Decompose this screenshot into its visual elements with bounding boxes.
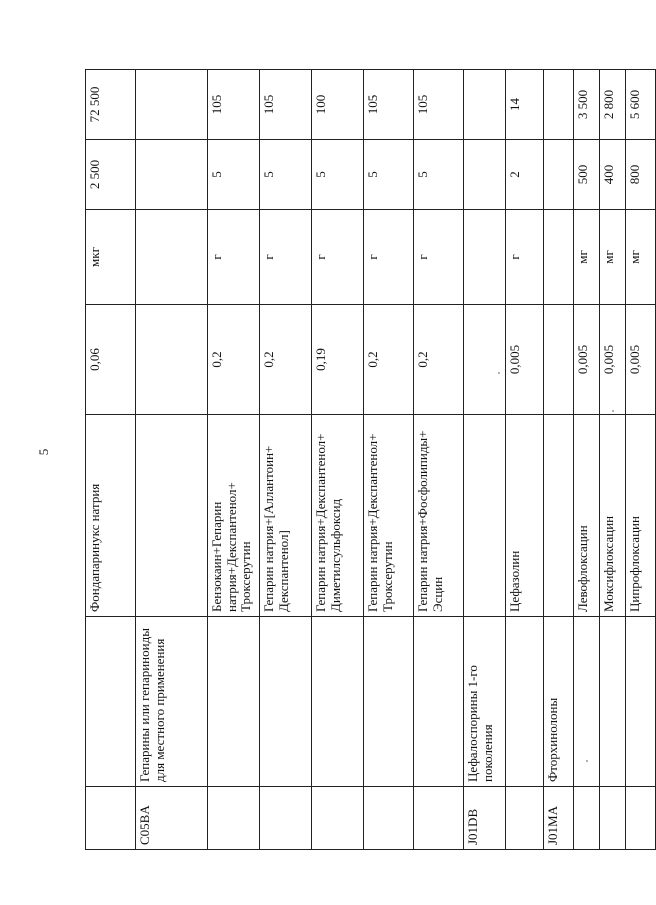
- dose-cell: [136, 305, 208, 415]
- unit-cell: мкг: [86, 210, 136, 305]
- group-row: [136, 70, 208, 850]
- atc-code-cell: [626, 787, 656, 850]
- group-name-cell: [364, 617, 414, 787]
- quantity-cell: 400: [600, 140, 626, 210]
- dose-cell: 0,005: [626, 305, 656, 415]
- quantity-cell: 5: [260, 140, 312, 210]
- table-row: [312, 70, 364, 850]
- drug-name-cell: Гепарин натрия+[Аллантоин+ Декспантенол]: [260, 415, 312, 617]
- table-row: [574, 70, 600, 850]
- drug-name-cell: [136, 415, 208, 617]
- quantity-cell: [544, 140, 574, 210]
- unit-cell: [464, 210, 506, 305]
- total-cell: 14: [506, 70, 544, 140]
- quantity-cell: [464, 140, 506, 210]
- table-row: [260, 70, 312, 850]
- atc-code-cell: [86, 787, 136, 850]
- total-cell: [464, 70, 506, 140]
- unit-cell: мг: [574, 210, 600, 305]
- quantity-cell: 5: [364, 140, 414, 210]
- dose-cell: 0,2: [208, 305, 260, 415]
- drug-table: [85, 69, 656, 850]
- unit-cell: г: [414, 210, 464, 305]
- total-cell: 72 500: [86, 70, 136, 140]
- unit-cell: г: [506, 210, 544, 305]
- total-cell: [544, 70, 574, 140]
- total-cell: 105: [260, 70, 312, 140]
- quantity-cell: [136, 140, 208, 210]
- quantity-cell: 5: [312, 140, 364, 210]
- drug-name-cell: [544, 415, 574, 617]
- dose-cell: 0,2: [260, 305, 312, 415]
- dose-cell: 0,2: [364, 305, 414, 415]
- group-row: [464, 70, 506, 850]
- dose-cell: [544, 305, 574, 415]
- drug-name-cell: Фондапаринукс натрия: [86, 415, 136, 617]
- drug-name-cell: [464, 415, 506, 617]
- atc-code-cell: [600, 787, 626, 850]
- atc-code-cell: [364, 787, 414, 850]
- atc-code-cell: [506, 787, 544, 850]
- group-name-cell: [506, 617, 544, 787]
- group-row: [544, 70, 574, 850]
- drug-name-cell: Гепарин натрия+Декспантенол+ Троксерутин: [364, 415, 414, 617]
- atc-code-cell: C05BA: [136, 787, 208, 850]
- total-cell: 3 500: [574, 70, 600, 140]
- quantity-cell: 800: [626, 140, 656, 210]
- quantity-cell: 2 500: [86, 140, 136, 210]
- page-number: 5: [36, 448, 51, 456]
- group-name-cell: [260, 617, 312, 787]
- table-row: [414, 70, 464, 850]
- atc-code-cell: [312, 787, 364, 850]
- drug-name-cell: Гепарин натрия+Фосфолипиды+ Эсцин: [414, 415, 464, 617]
- drug-name-cell: Моксифлоксацин: [600, 415, 626, 617]
- quantity-cell: 5: [208, 140, 260, 210]
- atc-code-cell: J01DB: [464, 787, 506, 850]
- atc-code-cell: J01MA: [544, 787, 574, 850]
- unit-cell: г: [260, 210, 312, 305]
- total-cell: 5 600: [626, 70, 656, 140]
- rotated-table-wrapper: [85, 70, 642, 850]
- total-cell: 105: [364, 70, 414, 140]
- quantity-cell: 500: [574, 140, 600, 210]
- drug-name-cell: Ципрофлоксацин: [626, 415, 656, 617]
- group-name-cell: [414, 617, 464, 787]
- drug-name-cell: Левофлоксацин: [574, 415, 600, 617]
- group-name-cell: Цефалоспорины 1-го поколения: [464, 617, 506, 787]
- total-cell: 2 800: [600, 70, 626, 140]
- total-cell: 105: [414, 70, 464, 140]
- quantity-cell: 5: [414, 140, 464, 210]
- drug-name-cell: Цефазолин: [506, 415, 544, 617]
- unit-cell: г: [312, 210, 364, 305]
- dose-cell: [464, 305, 506, 415]
- unit-cell: г: [364, 210, 414, 305]
- dose-cell: 0,19: [312, 305, 364, 415]
- group-name-cell: Фторхинолоны: [544, 617, 574, 787]
- dose-cell: 0,2: [414, 305, 464, 415]
- dose-cell: 0,005: [574, 305, 600, 415]
- group-name-cell: [86, 617, 136, 787]
- table-row: [506, 70, 544, 850]
- atc-code-cell: [260, 787, 312, 850]
- unit-cell: г: [208, 210, 260, 305]
- unit-cell: [136, 210, 208, 305]
- group-name-cell: [208, 617, 260, 787]
- group-name-cell: [600, 617, 626, 787]
- dose-cell: 0,005: [600, 305, 626, 415]
- group-name-cell: Гепарины или гепариноиды для местного применения: [136, 617, 208, 787]
- dose-cell: 0,06: [86, 305, 136, 415]
- unit-cell: мг: [600, 210, 626, 305]
- unit-cell: [544, 210, 574, 305]
- table-body: [86, 70, 656, 850]
- table-row: [364, 70, 414, 850]
- atc-code-cell: [208, 787, 260, 850]
- table-row: [626, 70, 656, 850]
- table-row: [600, 70, 626, 850]
- quantity-cell: 2: [506, 140, 544, 210]
- total-cell: [136, 70, 208, 140]
- drug-name-cell: Бензокаин+Гепарин натрия+Декспантенол+ Троксерутин: [208, 415, 260, 617]
- table-row: [208, 70, 260, 850]
- total-cell: 100: [312, 70, 364, 140]
- group-name-cell: [574, 617, 600, 787]
- atc-code-cell: [574, 787, 600, 850]
- drug-name-cell: Гепарин натрия+Декспантенол+ Диметилсульфоксид: [312, 415, 364, 617]
- unit-cell: мг: [626, 210, 656, 305]
- dose-cell: 0,005: [506, 305, 544, 415]
- total-cell: 105: [208, 70, 260, 140]
- atc-code-cell: [414, 787, 464, 850]
- group-name-cell: [626, 617, 656, 787]
- group-name-cell: [312, 617, 364, 787]
- table-row: [86, 70, 136, 850]
